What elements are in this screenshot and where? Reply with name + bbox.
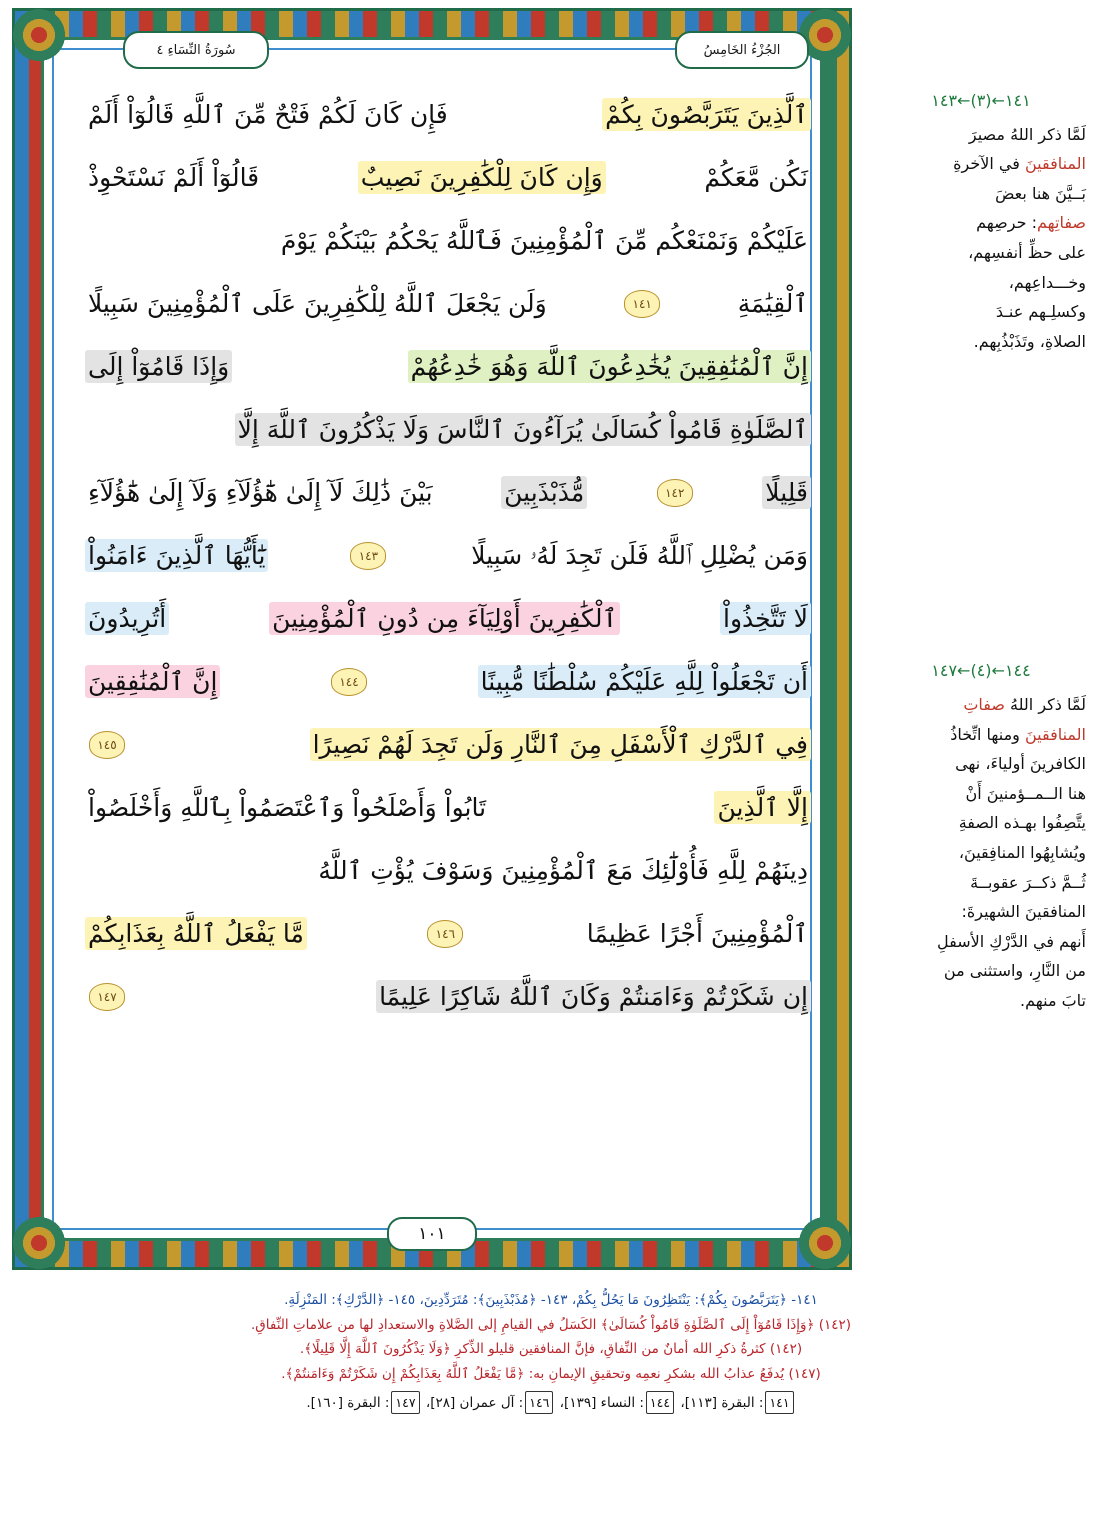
commentary-text: هنا الــمــؤمنينَ أَنْ: [965, 783, 1086, 803]
footnote-text: مُتَرَدِّدِينَ،: [419, 1292, 469, 1308]
quran-text-segment: تَابُواْ وَأَصْلَحُواْ وَٱعْتَصَمُواْ بِٱللَّهِ وَأَخْلَصُواْ: [88, 793, 487, 822]
quran-text-segment: ٱلْكَٰفِرِينَ أَوْلِيَآءَ مِن دُونِ ٱلْمُؤْمِنِينَ: [269, 602, 620, 635]
commentary-verse-range: ١٤١←(٣)←١٤٣: [931, 91, 1031, 110]
quran-text-segment: فَإِن كَانَ لَكُمْ فَتْحٌ مِّنَ ٱللَّهِ قَالُوٓاْ أَلَمْ: [88, 100, 448, 129]
commentary-line: [876, 690, 1086, 720]
commentary-text: في الآخرةِ: [953, 154, 1025, 174]
quran-text-segment: وَمَن يُضْلِلِ ٱللَّهُ فَلَن تَجِدَ لَهُۥ سَبِيلًا: [471, 540, 808, 570]
commentary-line: [876, 986, 1086, 1016]
corner-ornament-top-left: [13, 9, 65, 61]
commentary-line: [876, 749, 1086, 779]
quran-line: [85, 461, 811, 524]
corner-ornament-bottom-right: [799, 1217, 851, 1269]
ayah-number-marker: ١٤١: [624, 290, 660, 318]
footnote-text: يَنْتَظِرُونَ مَا يَحُلُّ بِكُمْ،: [571, 1292, 691, 1308]
quran-text-segment: ٱلْقِيَٰمَةِ: [737, 289, 808, 318]
quran-text-segment: ٱلْمُؤْمِنِينَ أَجْرًا عَظِيمًا: [586, 919, 808, 948]
quran-text-segment: دِينَهُمْ لِلَّهِ فَأُوْلَٰٓئِكَ مَعَ ٱلْمُؤْمِنِينَ وَسَوْفَ يُؤْتِ ٱللَّهُ: [318, 856, 808, 885]
quran-line: [85, 839, 811, 902]
footnote-line: [24, 1363, 1078, 1387]
quran-text-segment: يَٰٓأَيُّهَا ٱلَّذِينَ ءَامَنُواْ: [85, 539, 268, 572]
footnote-cross-references: [24, 1391, 1078, 1416]
quran-line: [85, 902, 811, 965]
quran-line: [85, 335, 811, 398]
quran-text-segment: لَا تَتَّخِذُواْ: [720, 602, 811, 635]
footnote-text: ١٤٥-: [384, 1292, 420, 1308]
footnote-text: (١٤٢): [814, 1316, 852, 1333]
commentary-text: المنافقينَ الشهيرةَ:: [961, 902, 1086, 922]
quran-line: [85, 965, 811, 1028]
footnote-text: ﴿يَتَرَبَّصُونَ بِكُمْ﴾:: [690, 1292, 787, 1308]
ayah-number-marker: ١٤٦: [427, 920, 463, 948]
commentary-text: لَمَّا ذكر اللهُ مصيرَ: [968, 124, 1086, 144]
quran-text-segment: مُّذَبْذَبِينَ: [501, 476, 587, 509]
footnote-text: ﴿الدَّرْكِ﴾:: [326, 1292, 385, 1308]
ayah-number-marker: ١٤٧: [89, 983, 125, 1011]
commentary-block: [876, 656, 1086, 1015]
cross-ref-verse-number: ١٤١: [765, 1391, 793, 1415]
commentary-verse-range: ١٤٤←(٤)←١٤٧: [931, 661, 1031, 681]
commentary-line: [876, 149, 1086, 179]
quran-text-segment: وَإِن كَانَ لِلْكَٰفِرِينَ نَصِيبٌ: [358, 161, 606, 194]
footnote-line: [24, 1289, 1078, 1313]
quran-line: [85, 587, 811, 650]
footnote-line: [24, 1314, 1078, 1338]
quran-text-segment: أَن تَجْعَلُواْ لِلَّهِ عَلَيْكُمْ سُلْطَٰنًا مُّبِينًا: [478, 665, 811, 698]
quran-text-segment: قَالُوٓاْ أَلَمْ نَسْتَحْوِذْ: [88, 163, 260, 192]
commentary-text: ثُــمَّ ذكــرَ عقوبــةَ: [970, 872, 1086, 892]
quran-line: [85, 83, 811, 146]
commentary-text: الصلاةِ، وتَذَبْذُبِهم.: [973, 331, 1086, 351]
commentary-text: صفاتِ: [963, 694, 1005, 714]
commentary-column: [876, 86, 1086, 1041]
footnote-text: (١٤٢): [765, 1341, 803, 1358]
quran-text-segment: ٱلَّذِينَ يَتَرَبَّصُونَ بِكُمْ: [602, 98, 811, 131]
commentary-text: يتَّصِفُوا بهـذه الصفةِ: [958, 813, 1086, 833]
ornamental-frame: [12, 8, 852, 1270]
cross-ref-verse-number: ١٤٦: [525, 1391, 553, 1415]
commentary-text: الكافرينَ أولياءَ، نهى: [955, 754, 1086, 774]
cross-ref-text: : البقرة [١١٣]،: [676, 1394, 764, 1411]
commentary-text: ويُشابِهُوا المنافِقينَ،: [958, 842, 1086, 862]
commentary-text: وكسلِـهم عنـدَ: [995, 302, 1086, 322]
quran-text-segment: إِلَّا ٱلَّذِينَ: [714, 791, 811, 824]
commentary-text: تابَ منهم.: [1020, 990, 1086, 1010]
quran-text-segment: إِنَّ ٱلْمُنَٰفِقِينَ: [85, 665, 220, 698]
footnote-text: (١٤٧): [784, 1365, 821, 1382]
quran-text-segment: قَلِيلًا: [762, 476, 811, 509]
commentary-line: [876, 297, 1086, 327]
commentary-text: : حرصِهم: [976, 213, 1037, 233]
quran-line: [85, 776, 811, 839]
footnote-text: الكَسَلُ في القيامِ إلى الصَّلاةِ والاستعدادِ لها من علاماتِ النِّفاقِ.: [250, 1316, 597, 1333]
footnote-text: ﴿مَّا يَفْعَلُ ٱللَّهُ بِعَذَابِكُمْ إِن شَكَرْتُمْ وَءَامَنتُمْ﴾.: [281, 1365, 525, 1382]
quran-text-body: [85, 83, 811, 1028]
quran-text-segment: أَتُرِيدُونَ: [85, 602, 169, 635]
commentary-text: صفاتِهم: [1036, 213, 1086, 233]
commentary-text: لَمَّا ذكر اللهُ: [1004, 694, 1086, 714]
page-number-badge: ١٠١: [387, 1217, 477, 1251]
juz-title-badge: الجُزْءُ الخَامِسُ: [675, 31, 809, 69]
quran-text-segment: ٱلصَّلَوٰةِ قَامُواْ كُسَالَىٰ يُرَآءُونَ ٱلنَّاسَ وَلَا يَذْكُرُونَ ٱللَّهَ إِلَّا: [235, 413, 811, 446]
commentary-line: [876, 720, 1086, 750]
footnotes-section: [24, 1288, 1078, 1416]
commentary-line: [876, 268, 1086, 298]
quran-text-segment: فِي ٱلدَّرْكِ ٱلْأَسْفَلِ مِنَ ٱلنَّارِ وَلَن تَجِدَ لَهُمْ نَصِيرًا: [310, 728, 811, 761]
commentary-line: [876, 956, 1086, 986]
quran-text-segment: عَلَيْكُمْ وَنَمْنَعْكُم مِّنَ ٱلْمُؤْمِنِينَ فَٱللَّهُ يَحْكُمُ بَيْنَكُمْ يَوْمَ: [280, 226, 808, 255]
commentary-line: [876, 927, 1086, 957]
commentary-text: أَنهم في الدَّرْكِ الأسفلِ: [937, 931, 1086, 951]
cross-ref-text: : آل عمران [٢٨]،: [421, 1394, 524, 1411]
cross-ref-text: : البقرة [١٦٠].: [306, 1394, 390, 1411]
commentary-text: ومنها اتِّخاذُ: [950, 724, 1025, 744]
commentary-line: [876, 868, 1086, 898]
quran-line: [85, 146, 811, 209]
quran-line: [85, 272, 811, 335]
surah-title-badge: سُورَةُ النِّسَاءِ ٤: [123, 31, 269, 69]
quran-line: [85, 713, 811, 776]
footnote-text: كثرةُ ذكرِ الله أمانٌ من النِّفاقِ، فإنَّ المنافقين قليلو الذِّكرِ: [450, 1341, 766, 1358]
quran-text-segment: نَكُن مَّعَكُمْ: [704, 163, 808, 192]
footnote-text: ١٤١-: [786, 1292, 818, 1308]
cross-ref-verse-number: ١٤٧: [391, 1391, 419, 1415]
quran-line: [85, 524, 811, 587]
footnote-line: [24, 1338, 1078, 1362]
ayah-number-marker: ١٤٢: [657, 479, 693, 507]
quran-text-segment: وَإِذَا قَامُوٓاْ إِلَى: [85, 350, 232, 383]
footnote-text: ١٤٣-: [536, 1292, 572, 1308]
footnote-text: ﴿وَإِذَا قَامُوٓاْ إِلَى ٱلصَّلَوٰةِ قَامُواْ كُسَالَىٰ﴾: [596, 1316, 815, 1333]
commentary-block: [876, 86, 1086, 356]
cross-ref-verse-number: ١٤٤: [646, 1391, 674, 1415]
commentary-text: على حظِّ أنفسِهم،: [968, 242, 1086, 262]
ayah-number-marker: ١٤٣: [350, 542, 386, 570]
footnote-text: يُدفَعُ عذابُ الله بشكرِ نعمِه وتحقيقِ الإيمانِ به:: [524, 1365, 785, 1382]
cross-ref-text: : النساء [١٣٩]،: [555, 1394, 644, 1411]
commentary-line: [876, 120, 1086, 150]
quran-line: [85, 398, 811, 461]
commentary-line: [876, 779, 1086, 809]
commentary-text: المنافقينَ: [1024, 724, 1086, 744]
footnote-text: المَنْزِلَةِ.: [284, 1292, 327, 1308]
footnote-text: ﴿مُذَبْذَبِينَ﴾:: [468, 1292, 537, 1308]
commentary-line: [876, 897, 1086, 927]
commentary-line: [876, 208, 1086, 238]
commentary-line: [876, 238, 1086, 268]
commentary-line: [876, 327, 1086, 357]
quran-text-segment: وَلَن يَجْعَلَ ٱللَّهُ لِلْكَٰفِرِينَ عَلَى ٱلْمُؤْمِنِينَ سَبِيلًا: [88, 289, 547, 318]
commentary-text: بَــيَّنَ هنا بعضَ: [995, 183, 1086, 203]
corner-ornament-bottom-left: [13, 1217, 65, 1269]
ayah-number-marker: ١٤٥: [89, 731, 125, 759]
commentary-text: من النَّارِ، واستثنى من: [943, 961, 1086, 981]
commentary-line: [876, 838, 1086, 868]
commentary-line: [876, 179, 1086, 209]
quran-text-segment: مَّا يَفْعَلُ ٱللَّهُ بِعَذَابِكُمْ: [85, 917, 307, 950]
ayah-number-marker: ١٤٤: [331, 668, 367, 696]
commentary-text: المنافقينَ: [1024, 154, 1086, 174]
commentary-text: وخـــداعِهم،: [1008, 272, 1086, 292]
quran-text-segment: بَيْنَ ذَٰلِكَ لَآ إِلَىٰ هَٰٓؤُلَآءِ وَلَآ إِلَىٰ هَٰٓؤُلَآءِ: [88, 478, 433, 507]
quran-text-segment: إِنَّ ٱلْمُنَٰفِقِينَ يُخَٰدِعُونَ ٱللَّهَ وَهُوَ خَٰدِعُهُمْ: [408, 350, 811, 383]
quran-line: [85, 209, 811, 272]
commentary-line: [876, 808, 1086, 838]
quran-text-segment: إِن شَكَرْتُمْ وَءَامَنتُمْ وَكَانَ ٱللَّهُ شَاكِرًا عَلِيمًا: [376, 980, 811, 1013]
footnote-text: ﴿وَلَا يَذْكُرُونَ ٱللَّهَ إِلَّا قَلِيلًا﴾.: [299, 1341, 451, 1358]
quran-line: [85, 650, 811, 713]
